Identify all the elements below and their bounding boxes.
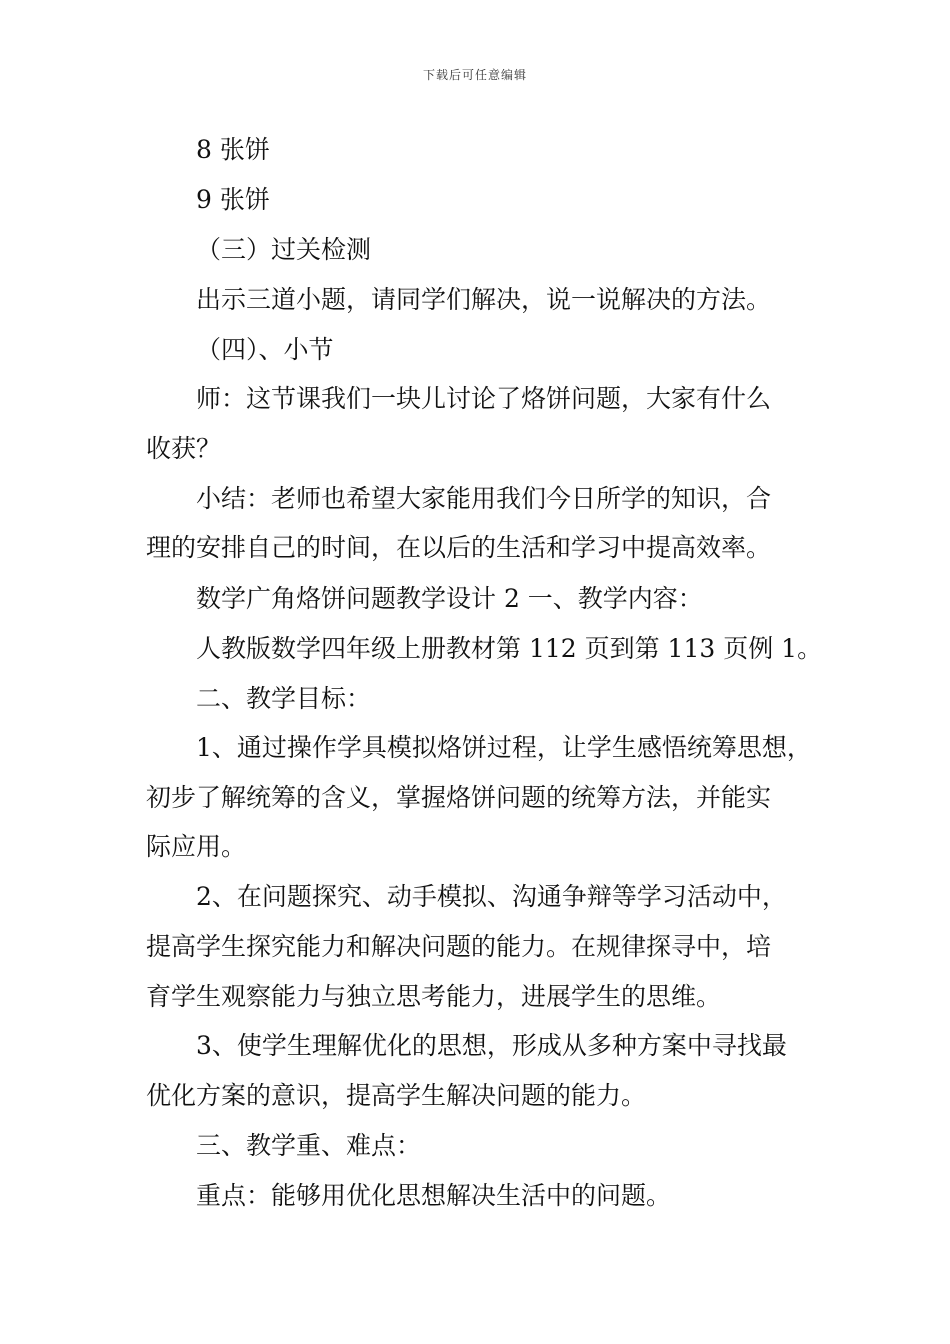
text-line-8-pancakes: 8 张饼 [196, 135, 270, 164]
paragraph-line: 3、使学生理解优化的思想，形成从多种方案中寻找最 [196, 1031, 787, 1060]
paragraph-line: 出示三道小题，请同学们解决，说一说解决的方法。 [196, 285, 772, 314]
paragraph-line: 1、通过操作学具模拟烙饼过程，让学生感悟统筹思想， [196, 733, 812, 762]
section-heading-objectives: 二、教学目标： [196, 684, 372, 713]
section-heading-key-points: 三、教学重、难点： [196, 1131, 422, 1160]
paragraph-line: 提高学生探究能力和解决问题的能力。在规律探寻中，培 [146, 932, 772, 961]
paragraph-line: 育学生观察能力与独立思考能力，进展学生的思维。 [146, 982, 722, 1011]
paragraph-line: 初步了解统筹的含义，掌握烙饼问题的统筹方法，并能实 [146, 783, 772, 812]
paragraph-line: 人教版数学四年级上册教材第 112 页到第 113 页例 1。 [196, 634, 823, 663]
paragraph-line: 2、在问题探究、动手模拟、沟通争辩等学习活动中， [196, 882, 787, 911]
section-heading-checkpoint: （三）过关检测 [196, 235, 372, 264]
paragraph-line: 师：这节课我们一块儿讨论了烙饼问题，大家有什么 [196, 384, 772, 413]
paragraph-line: 优化方案的意识，提高学生解决问题的能力。 [146, 1081, 647, 1110]
paragraph-line: 理的安排自己的时间，在以后的生活和学习中提高效率。 [146, 533, 772, 562]
paragraph-line: 重点：能够用优化思想解决生活中的问题。 [196, 1181, 672, 1210]
text-line-9-pancakes: 9 张饼 [196, 185, 270, 214]
paragraph-line: 收获？ [146, 434, 222, 463]
paragraph-line: 际应用。 [146, 832, 247, 861]
page-header: 下载后可任意编辑 [422, 68, 527, 82]
section-heading-summary: （四）、小节 [196, 335, 334, 364]
paragraph-line: 小结：老师也希望大家能用我们今日所学的知识，合 [196, 484, 772, 513]
paragraph-line-title: 数学广角烙饼问题教学设计 2 一、教学内容： [196, 584, 703, 613]
